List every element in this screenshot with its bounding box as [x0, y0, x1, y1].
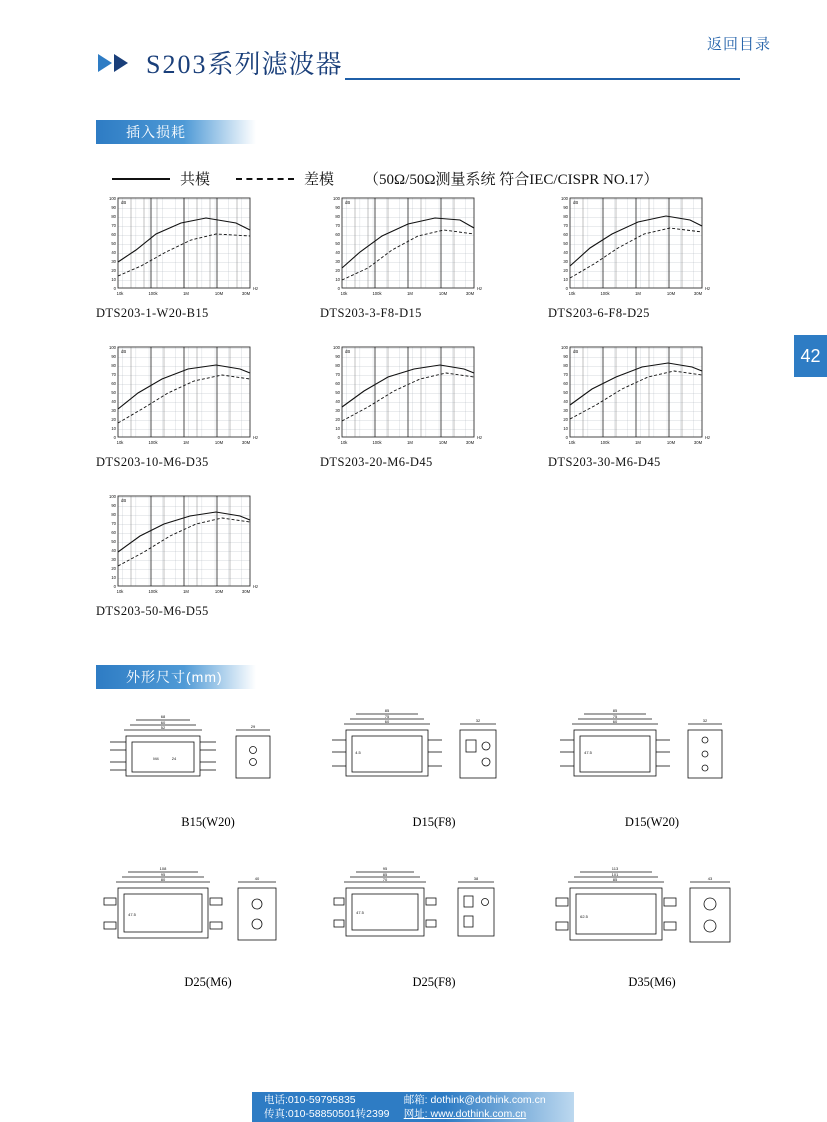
svg-text:Hz: Hz: [477, 435, 483, 440]
dimension-cell: [320, 700, 548, 830]
svg-text:Hz: Hz: [477, 286, 483, 291]
svg-text:38: 38: [473, 876, 479, 881]
svg-text:40: 40: [335, 250, 340, 255]
svg-text:20: 20: [563, 268, 568, 273]
svg-text:4.5: 4.5: [355, 750, 361, 755]
svg-text:32: 32: [475, 718, 481, 723]
svg-text:1M: 1M: [183, 589, 189, 594]
svg-text:62.5: 62.5: [580, 914, 588, 919]
footer-fax: 传真:010-58850501转2399: [264, 1108, 390, 1120]
svg-text:1M: 1M: [407, 291, 413, 296]
svg-text:50: 50: [111, 539, 116, 544]
svg-text:108: 108: [159, 866, 167, 871]
svg-text:dB: dB: [121, 498, 127, 503]
svg-text:70: 70: [335, 372, 340, 377]
svg-text:30M: 30M: [465, 291, 475, 296]
svg-text:10k: 10k: [340, 291, 348, 296]
footer-tel: 电话:010-59795835: [264, 1094, 356, 1106]
chart-caption: DTS203-6-F8-D25: [548, 306, 650, 320]
chart-3: [96, 339, 320, 449]
svg-text:10M: 10M: [214, 440, 224, 445]
footer-website[interactable]: 网址: www.dothink.com.cn: [403, 1108, 527, 1120]
dimension-caption: D25(M6): [184, 975, 232, 989]
svg-text:43: 43: [707, 876, 713, 881]
svg-text:1M: 1M: [635, 440, 641, 445]
svg-text:30: 30: [563, 259, 568, 264]
svg-text:47.5: 47.5: [584, 750, 592, 755]
svg-text:30M: 30M: [241, 440, 251, 445]
svg-text:100k: 100k: [600, 291, 610, 296]
chart-2: [548, 190, 756, 300]
footer-email[interactable]: 邮箱: dothink@dothink.com.cn: [403, 1094, 546, 1106]
svg-text:30M: 30M: [693, 291, 703, 296]
svg-text:40: 40: [254, 876, 260, 881]
svg-text:10M: 10M: [438, 440, 448, 445]
svg-text:101: 101: [611, 872, 619, 877]
svg-text:29: 29: [250, 724, 256, 729]
svg-text:30: 30: [111, 557, 116, 562]
legend-differential-mode-label: 差模: [304, 172, 335, 188]
chart-0: [96, 190, 320, 300]
dimension-caption: D25(F8): [412, 975, 456, 989]
svg-text:100k: 100k: [148, 291, 158, 296]
dimension-cell: [548, 860, 756, 990]
svg-text:80: 80: [335, 214, 340, 219]
dimension-drawings: [96, 700, 756, 990]
svg-text:100: 100: [333, 345, 340, 350]
svg-text:20: 20: [335, 268, 340, 273]
svg-text:100k: 100k: [148, 440, 158, 445]
svg-text:Hz: Hz: [253, 435, 259, 440]
svg-text:30M: 30M: [465, 440, 475, 445]
svg-text:95: 95: [160, 872, 166, 877]
chart-caption: DTS203-3-F8-D15: [320, 306, 422, 320]
svg-text:60: 60: [612, 719, 618, 724]
svg-text:10: 10: [563, 277, 568, 282]
dimension-caption: D15(F8): [412, 815, 456, 829]
svg-text:52: 52: [160, 725, 166, 730]
svg-text:Hz: Hz: [253, 584, 259, 589]
dimension-cell: [96, 700, 320, 830]
page-title-model: S203: [146, 50, 208, 79]
svg-text:47.5: 47.5: [128, 912, 136, 917]
chart-1: [320, 190, 548, 300]
svg-text:50: 50: [335, 390, 340, 395]
svg-text:dB: dB: [345, 349, 351, 354]
svg-text:10: 10: [111, 575, 116, 580]
svg-text:10k: 10k: [568, 291, 576, 296]
svg-text:0: 0: [113, 584, 116, 589]
svg-text:Hz: Hz: [705, 435, 711, 440]
svg-text:113: 113: [611, 866, 619, 871]
svg-text:100: 100: [109, 494, 116, 499]
dimension-cell: [96, 860, 320, 990]
svg-text:70: 70: [382, 877, 388, 882]
page-title: [96, 52, 342, 78]
svg-text:30: 30: [335, 408, 340, 413]
svg-text:70: 70: [335, 223, 340, 228]
svg-text:40: 40: [111, 399, 116, 404]
svg-text:70: 70: [563, 372, 568, 377]
svg-text:68: 68: [160, 714, 166, 719]
drawing-b15-w20: [96, 700, 320, 805]
svg-text:80: 80: [563, 363, 568, 368]
svg-text:85: 85: [382, 872, 388, 877]
svg-text:100k: 100k: [372, 440, 382, 445]
svg-text:50: 50: [563, 390, 568, 395]
svg-text:10M: 10M: [214, 589, 224, 594]
svg-text:0: 0: [113, 286, 116, 291]
svg-text:10k: 10k: [568, 440, 576, 445]
chart-5: [548, 339, 756, 449]
svg-text:60: 60: [335, 381, 340, 386]
chart-legend: [112, 168, 658, 189]
svg-text:90: 90: [111, 205, 116, 210]
svg-text:30: 30: [111, 259, 116, 264]
svg-text:60: 60: [111, 232, 116, 237]
chart-caption: DTS203-50-M6-D55: [96, 604, 209, 618]
section-dimensions: [96, 665, 256, 689]
svg-text:30: 30: [335, 259, 340, 264]
page-title-rest: 系列滤波器: [207, 50, 343, 79]
svg-text:10M: 10M: [438, 291, 448, 296]
svg-text:60: 60: [111, 381, 116, 386]
drawing-d15-f8: [320, 700, 548, 805]
svg-text:10k: 10k: [116, 589, 124, 594]
dimension-caption: B15(W20): [181, 815, 235, 829]
chart-caption: DTS203-30-M6-D45: [548, 455, 661, 469]
svg-text:100k: 100k: [372, 291, 382, 296]
svg-text:1M: 1M: [183, 291, 189, 296]
chart-row: [96, 339, 756, 470]
svg-text:20: 20: [111, 268, 116, 273]
svg-text:100: 100: [333, 196, 340, 201]
legend-dashed-line-icon: [236, 178, 294, 180]
svg-text:0: 0: [565, 286, 568, 291]
svg-text:10k: 10k: [340, 440, 348, 445]
chart-row: [96, 488, 756, 619]
svg-text:dB: dB: [121, 349, 127, 354]
chart-cell: [96, 339, 320, 470]
svg-text:100: 100: [109, 196, 116, 201]
title-divider: [345, 78, 740, 80]
svg-text:dB: dB: [345, 200, 351, 205]
drawing-d35-m6: [548, 860, 756, 965]
chart-6: [96, 488, 320, 598]
svg-text:0: 0: [113, 435, 116, 440]
back-to-contents-link[interactable]: 返回目录: [706, 36, 771, 53]
svg-text:40: 40: [111, 250, 116, 255]
svg-text:10: 10: [563, 426, 568, 431]
chart-caption: DTS203-20-M6-D45: [320, 455, 433, 469]
svg-text:70: 70: [111, 521, 116, 526]
svg-text:70: 70: [111, 223, 116, 228]
drawing-d15-w20: [548, 700, 756, 805]
svg-text:60: 60: [563, 381, 568, 386]
svg-text:47.5: 47.5: [356, 910, 364, 915]
chart-cell: [548, 190, 756, 321]
svg-text:100: 100: [561, 345, 568, 350]
svg-text:1M: 1M: [407, 440, 413, 445]
svg-text:60: 60: [111, 530, 116, 535]
chart-cell: [320, 339, 548, 470]
svg-text:85: 85: [612, 877, 618, 882]
svg-text:40: 40: [563, 250, 568, 255]
svg-text:80: 80: [335, 363, 340, 368]
svg-text:95: 95: [382, 866, 388, 871]
chart-row: [96, 190, 756, 321]
svg-text:10k: 10k: [116, 440, 124, 445]
svg-text:20: 20: [111, 566, 116, 571]
chart-caption: DTS203-10-M6-D35: [96, 455, 209, 469]
chart-4: [320, 339, 548, 449]
svg-text:80: 80: [111, 363, 116, 368]
svg-text:60: 60: [160, 720, 166, 725]
chart-cell: [548, 339, 756, 470]
svg-text:10M: 10M: [666, 291, 676, 296]
svg-text:60: 60: [384, 719, 390, 724]
svg-text:30: 30: [563, 408, 568, 413]
footer-contact-bar: [252, 1092, 574, 1122]
chart-caption: DTS203-1-W20-B15: [96, 306, 209, 320]
section-insertion-loss: [96, 120, 256, 144]
chart-cell: [320, 190, 548, 321]
section-insertion-loss-label: 插入损耗: [126, 124, 186, 140]
section-dimensions-label: 外形尺寸(mm): [126, 669, 223, 685]
svg-text:24: 24: [171, 756, 177, 761]
svg-text:50: 50: [335, 241, 340, 246]
svg-text:90: 90: [335, 205, 340, 210]
svg-text:40: 40: [563, 399, 568, 404]
svg-text:80: 80: [111, 512, 116, 517]
svg-text:10M: 10M: [666, 440, 676, 445]
svg-text:20: 20: [111, 417, 116, 422]
legend-solid-line-icon: [112, 178, 170, 180]
svg-text:75: 75: [384, 714, 390, 719]
svg-text:10: 10: [335, 277, 340, 282]
svg-text:60: 60: [335, 232, 340, 237]
svg-text:0: 0: [337, 286, 340, 291]
svg-text:30M: 30M: [693, 440, 703, 445]
chart-cell: [96, 190, 320, 321]
legend-common-mode-label: 共模: [180, 172, 211, 188]
svg-text:75: 75: [612, 714, 618, 719]
svg-text:M4: M4: [153, 756, 159, 761]
dimension-row: [96, 700, 756, 830]
dimension-caption: D35(M6): [628, 975, 676, 989]
svg-text:dB: dB: [573, 349, 579, 354]
svg-text:50: 50: [111, 390, 116, 395]
svg-text:50: 50: [111, 241, 116, 246]
svg-text:70: 70: [111, 372, 116, 377]
dimension-row: [96, 860, 756, 990]
svg-text:dB: dB: [573, 200, 579, 205]
svg-text:1M: 1M: [635, 291, 641, 296]
svg-text:dB: dB: [121, 200, 127, 205]
svg-text:1M: 1M: [183, 440, 189, 445]
svg-text:85: 85: [384, 708, 390, 713]
dimension-cell: [320, 860, 548, 990]
svg-text:90: 90: [563, 354, 568, 359]
svg-text:100k: 100k: [600, 440, 610, 445]
svg-text:90: 90: [111, 354, 116, 359]
svg-text:80: 80: [563, 214, 568, 219]
svg-text:20: 20: [563, 417, 568, 422]
svg-text:0: 0: [337, 435, 340, 440]
svg-text:80: 80: [111, 214, 116, 219]
svg-text:10: 10: [111, 277, 116, 282]
svg-text:Hz: Hz: [253, 286, 259, 291]
svg-text:30: 30: [111, 408, 116, 413]
svg-text:30M: 30M: [241, 589, 251, 594]
svg-text:40: 40: [111, 548, 116, 553]
svg-text:50: 50: [563, 241, 568, 246]
page-number-tab: 42: [794, 335, 827, 377]
double-chevron-icon: [96, 52, 142, 74]
svg-text:32: 32: [702, 718, 708, 723]
chart-cell: [96, 488, 320, 619]
svg-text:70: 70: [563, 223, 568, 228]
legend-note: （50Ω/50Ω测量系统 符合IEC/CISPR NO.17）: [364, 172, 659, 188]
svg-text:100k: 100k: [148, 589, 158, 594]
svg-text:90: 90: [111, 503, 116, 508]
svg-text:90: 90: [563, 205, 568, 210]
svg-text:Hz: Hz: [705, 286, 711, 291]
svg-text:30M: 30M: [241, 291, 251, 296]
drawing-d25-f8: [320, 860, 548, 965]
svg-text:100: 100: [561, 196, 568, 201]
svg-text:85: 85: [612, 708, 618, 713]
svg-text:10: 10: [111, 426, 116, 431]
svg-text:10k: 10k: [116, 291, 124, 296]
svg-text:20: 20: [335, 417, 340, 422]
dimension-cell: [548, 700, 756, 830]
svg-text:90: 90: [335, 354, 340, 359]
insertion-loss-charts: [96, 190, 756, 619]
svg-text:100: 100: [109, 345, 116, 350]
svg-text:10M: 10M: [214, 291, 224, 296]
svg-text:40: 40: [335, 399, 340, 404]
svg-text:0: 0: [565, 435, 568, 440]
dimension-caption: D15(W20): [624, 815, 680, 829]
drawing-d25-m6: [96, 860, 320, 965]
svg-text:60: 60: [563, 232, 568, 237]
svg-text:10: 10: [335, 426, 340, 431]
svg-text:80: 80: [160, 877, 166, 882]
